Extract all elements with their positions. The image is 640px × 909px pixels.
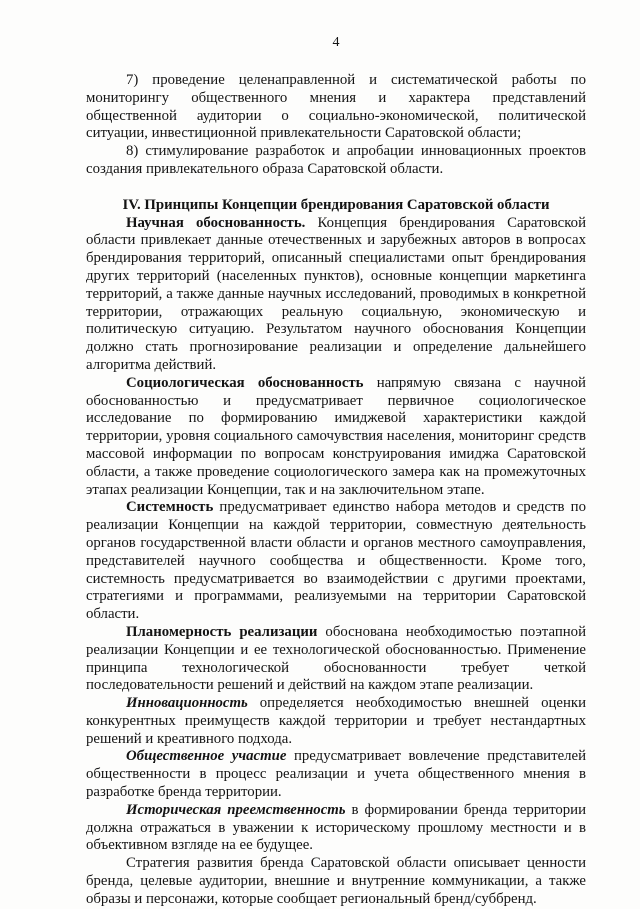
list-item-7: 7) проведение целенаправленной и систематической работы по мониторингу общественного мнения и характера представлений общественной аудитории о социально-экономической, политической ситуации, инвестиционной привлекательности Саратовской области;	[86, 72, 586, 142]
principle-systemic	[86, 499, 586, 624]
principle-term: Инновационность	[126, 695, 248, 712]
principle-scientific	[86, 215, 586, 375]
list-item-8: 8) стимулирование разработок и апробации инновационных проектов создания привлекательного образа Саратовской области.	[86, 143, 586, 177]
principle-term: Историческая преемственность	[126, 801, 346, 818]
principle-term: Планомерность реализации	[126, 623, 318, 640]
principle-innovation	[86, 695, 586, 748]
principle-text: предусматривает вовлечение представителей общественности в процесс реализации и учета общественного мнения в разработке бренда территории.	[86, 748, 587, 801]
principle-public-participation	[86, 748, 586, 801]
principle-planned	[86, 624, 586, 695]
principle-term: Системность	[126, 499, 214, 516]
principle-text: обоснована необходимостью поэтапной реализации Концепции и ее технологической обоснованностью. Применение принципа технологической обоснованности требует четкой последовательности решений и действий на каждом этапе реализации.	[86, 623, 586, 694]
section-heading: IV. Принципы Концепции брендирования Саратовской области	[122, 196, 550, 213]
principle-text: определяется необходимостью внешней оценки конкурентных преимуществ каждой территории и требует нестандартных решений и креативного подхода.	[86, 695, 586, 747]
principle-text: в формировании бренда территории должна отражаться в уважении к историческому прошлому местности и в объективном взгляде на ее будущее.	[86, 801, 586, 854]
page-number: 4	[332, 35, 340, 50]
principle-term: Социологическая обоснованность	[126, 374, 364, 391]
principle-term: Научная обоснованность.	[126, 214, 306, 231]
principle-text: напрямую связана с научной обоснованностью и предусматривает первичное социологическое исследование по формированию имиджевой характеристики каждой территории, уровня социального самочувствия населения, мониторинг средств массовой информации по вопросам конструирования имиджа Саратовской области, а также проведение социологического замера как на промежуточных этапах реализации Концепции, так и на заключительном этапе.	[86, 374, 586, 498]
principle-term: Общественное участие	[126, 748, 287, 765]
principle-sociological	[86, 375, 586, 500]
principle-text: Концепция брендирования Саратовской области привлекает данные отечественных и зарубежных авторов в вопросах брендирования территорий, описанный специалистами опыт брендирования других территорий (населенных пунктов), основные концепции маркетинга территорий, а также данные научных исследований, проводимых в конкретной территории, отражающих реальную социальную, экономическую и политическую ситуацию. Результатом научного обоснования Концепции должно стать прогнозирование реализации и определение дальнейшего алгоритма действий.	[86, 214, 586, 373]
closing-paragraph: Стратегия развития бренда Саратовской области описывает ценности бренда, целевые аудитории, внешние и внутренние коммуникации, а также образы и персонажи, которые сообщает региональный бренд/суббренд.	[86, 855, 586, 907]
principle-historical	[86, 802, 586, 855]
principle-text: предусматривает единство набора методов и средств по реализации Концепции на каждой территории, совместную деятельность органов государственной власти области и органов местного самоуправления, представителей научного сообщества и общественности. Кроме того, системность предусматривается во взаимодействии с другими проектами, стратегиями и программами, реализуемыми на территории Саратовской области.	[86, 499, 586, 623]
